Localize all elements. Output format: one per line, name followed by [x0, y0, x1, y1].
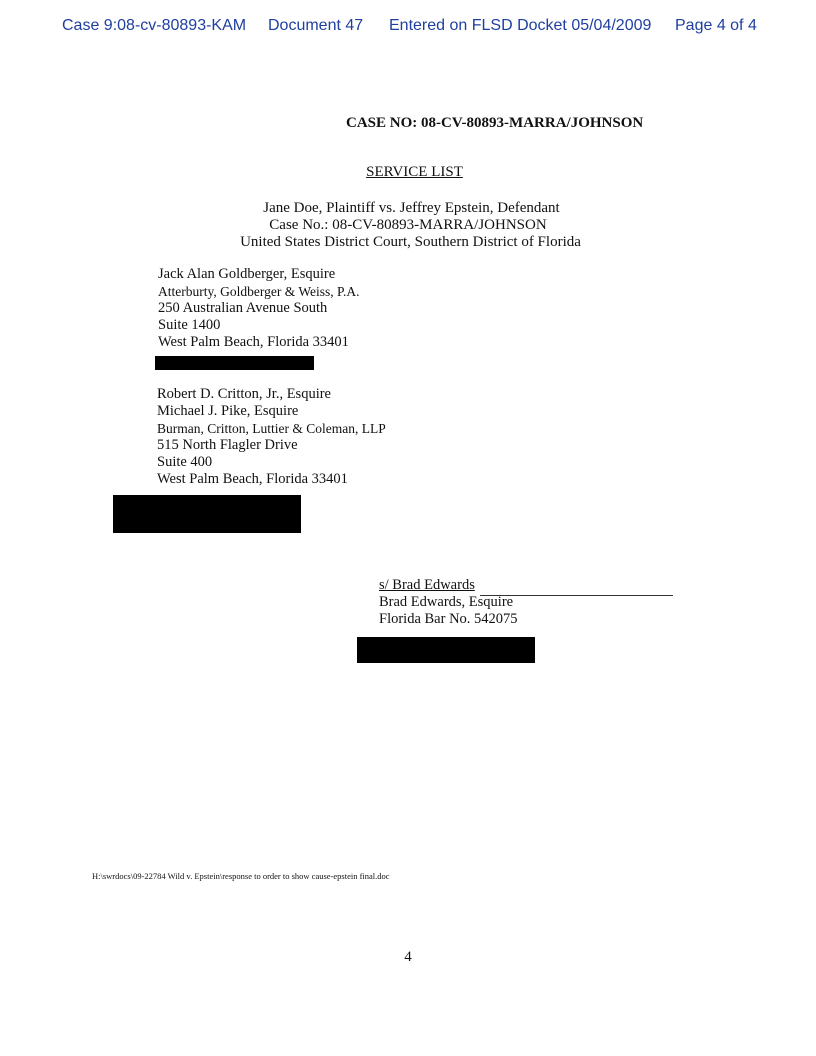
header-case-number: Case 9:08-cv-80893-KAM	[62, 17, 247, 34]
recipient-line: Robert D. Critton, Jr., Esquire	[157, 386, 331, 402]
recipient-line: Suite 400	[157, 454, 213, 470]
redaction-bar	[113, 495, 301, 533]
redaction-bar	[155, 356, 314, 370]
caption-court: United States District Court, Southern District of Florida	[240, 234, 581, 250]
service-list-title-text: SERVICE LIST	[366, 164, 463, 180]
signature-rule	[480, 595, 673, 596]
signature-block	[379, 577, 518, 628]
signer-bar-number: Florida Bar No. 542075	[379, 611, 518, 627]
caption-case-number: Case No.: 08-CV-80893-MARRA/JOHNSON	[269, 217, 547, 233]
case-number-heading: CASE NO: 08-CV-80893-MARRA/JOHNSON	[346, 115, 644, 131]
recipient-line: West Palm Beach, Florida 33401	[158, 334, 349, 350]
caption-parties: Jane Doe, Plaintiff vs. Jeffrey Epstein, Defendant	[263, 200, 560, 216]
recipient-line: West Palm Beach, Florida 33401	[157, 471, 348, 487]
page-number: 4	[404, 949, 412, 965]
recipient-line: Michael J. Pike, Esquire	[157, 403, 299, 419]
recipient-line: Jack Alan Goldberger, Esquire	[158, 266, 336, 282]
recipient-line: 515 North Flagler Drive	[157, 437, 298, 453]
signature-line: s/ Brad Edwards	[379, 577, 475, 593]
recipient-line: Suite 1400	[158, 317, 221, 333]
header-page-count: Page 4 of 4	[675, 17, 757, 34]
header-entered-date: Entered on FLSD Docket 05/04/2009	[389, 17, 652, 34]
recipient-block-critton	[157, 386, 386, 488]
recipient-line: Burman, Critton, Luttier & Coleman, LLP	[157, 421, 386, 436]
case-caption	[0, 200, 816, 251]
recipient-block-goldberger	[158, 266, 360, 351]
service-list-title	[0, 164, 816, 181]
recipient-line: 250 Australian Avenue South	[158, 300, 328, 316]
recipient-line: Atterburty, Goldberger & Weiss, P.A.	[158, 284, 360, 299]
redaction-bar	[357, 637, 535, 663]
file-path-footer: H:\swrdocs\09-22784 Wild v. Epstein\response to order to show cause-epstein final.doc	[92, 871, 390, 881]
header-document-number: Document 47	[268, 17, 364, 34]
signer-name: Brad Edwards, Esquire	[379, 594, 514, 610]
docket-header	[0, 17, 816, 39]
